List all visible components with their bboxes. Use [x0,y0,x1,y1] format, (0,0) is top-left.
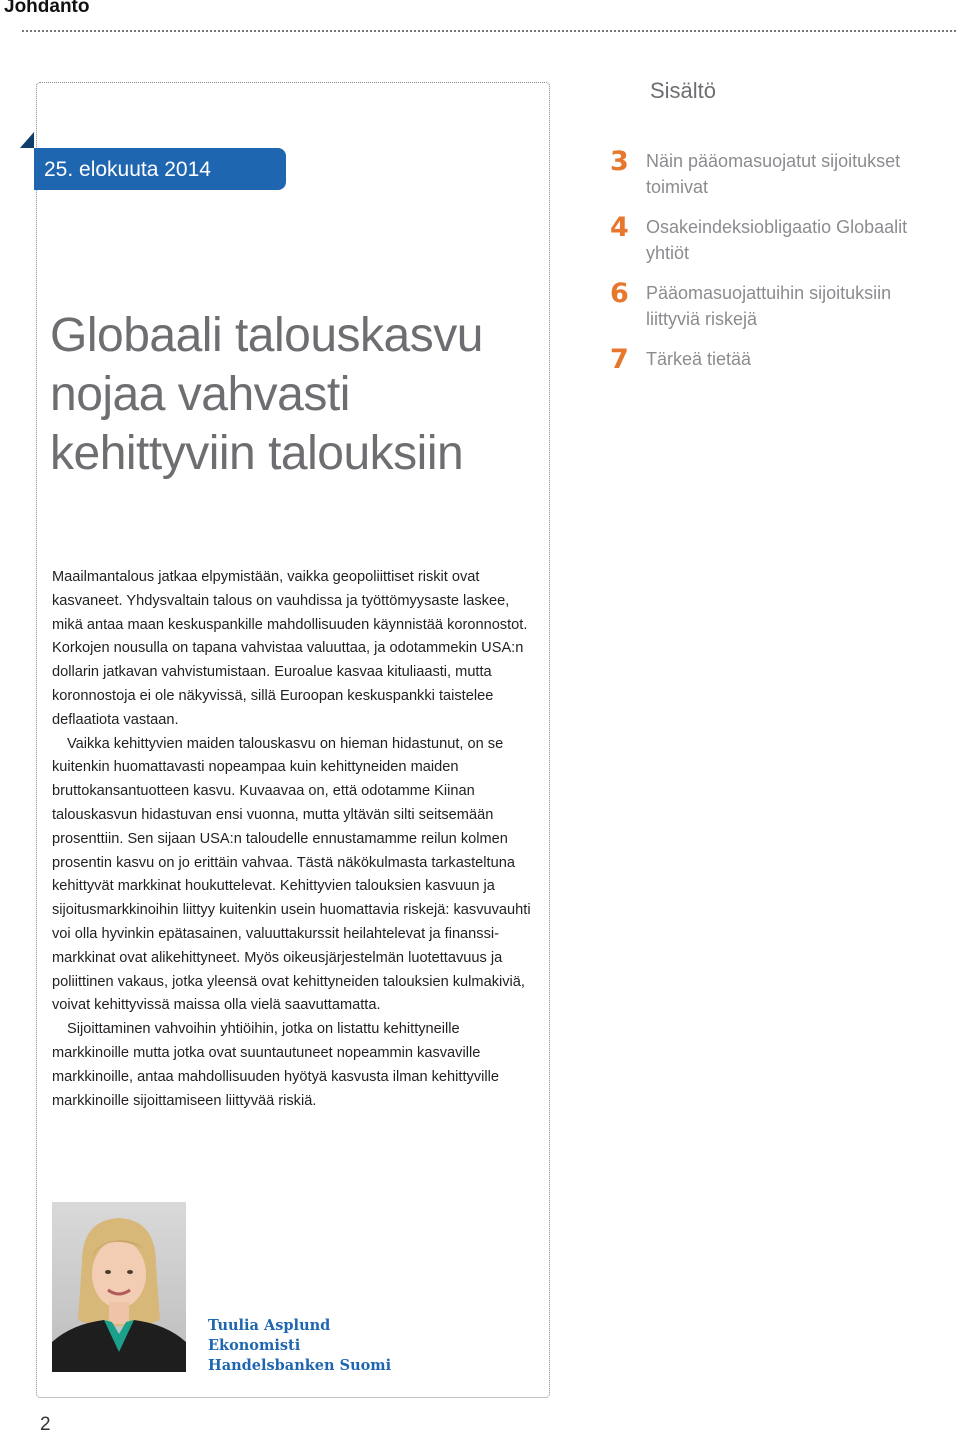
toc-page-number: 4 [610,212,629,243]
author-title: Ekonomisti [208,1337,301,1354]
toc-item-label: Osakeindeksiobligaatio Globaalit yhtiöt [646,217,908,263]
author-signature [208,1316,391,1376]
page-number: 2 [40,1414,51,1435]
body-paragraph-1: Maailmantalous jatkaa elpymistään, vaikka geopoliittiset riskit ovat kasvaneet. Yhdysvaltain talous on vauhdissa ja työttömyysaste laskee, mikä antaa maan keskuspankille mahdollisuuden käynnistää koronnostot. Korkojen nousulla on tapana vahvistaa valuuttaa, ja odotammekin USA:n dollarin jatkavan vahvistumistaan. Euroalue kasvaa kituliaasti, mutta koronnostoja ei ole näkyvissä, sillä Euroopan keskuspankki taistelee deflaatiota vastaan. [52,569,528,728]
author-portrait-image [52,1202,186,1372]
section-label: Johdanto [4,0,90,17]
date-tab-fold [20,132,34,148]
author-company: Handelsbanken Suomi [208,1357,392,1374]
toc-item-label: Tärkeä tietää [646,349,752,369]
toc-page-number: 6 [610,278,629,309]
body-paragraph-3: Sijoittaminen vahvoihin yhtiöihin, jotka on listattu kehittyneille markkinoille mutta jotka ovat suuntautuneet nopeammin kasvaville markkinoille, antaa mahdollisuuden hyötyä kasvusta ilman kehittyville markkinoille sijoittamiseen liittyvää riskiä. [52,1021,499,1109]
author-name: Tuulia Asplund [208,1317,331,1334]
toc-title: Sisältö [650,78,717,103]
author-photo [52,1202,186,1372]
headline: Globaali talouskasvu nojaa vahvasti kehittyviin talouksiin [50,309,483,480]
body-paragraph-2: Vaikka kehittyvien maiden talouskasvu on hieman hidastunut, on se kuitenkin huomattavasti nopeampaa kuin kehittyneiden maiden bruttokansantuotteen kasvu. Kuvaavaa on, että odotamme Kiinan talouskasvun hidastuvan ensi vuonna, mutta yltävän silti seitsemään prosenttiin. Sen sijaan USA:n taloudelle ennustamamme reilun kolmen prosentin kasvu on jo erittäin vahvaa. Tästä näkökulmasta tarkasteltuna kehittyvät markkinat houkuttelevat. Kehittyvien talouksien kasvuun ja sijoitusmarkkinoihin liittyy kuitenkin usein huomattavia riskejä: kasvuvauhti voi olla hyvinkin epätasainen, valuuttakurssit heilahtelevat ja finanssi-markkinat ovat alikehittyneet. Myös oikeusjärjestelmän luotettavuus ja poliittinen vakaus, jotka yleensä ovat kehittyneiden talouksien kulmakiviä, voivat kehittyvissä maissa olla vielä saavuttamatta. [52,735,531,1014]
toc-item[interactable] [610,280,950,332]
top-dotted-rule [22,30,956,32]
date-tab: 25. elokuuta 2014 [34,148,286,190]
toc-item[interactable] [610,344,950,375]
toc-item[interactable] [610,214,950,266]
table-of-contents [610,148,950,386]
toc-item-label: Näin pääomasuojatut sijoitukset toimivat [646,151,901,197]
article-body [52,566,532,1113]
toc-page-number: 3 [610,146,629,177]
toc-item[interactable] [610,148,950,200]
toc-item-label: Pääomasuojattuihin sijoituksiin liittyviä riskejä [646,283,892,329]
toc-page-number: 7 [610,344,629,375]
